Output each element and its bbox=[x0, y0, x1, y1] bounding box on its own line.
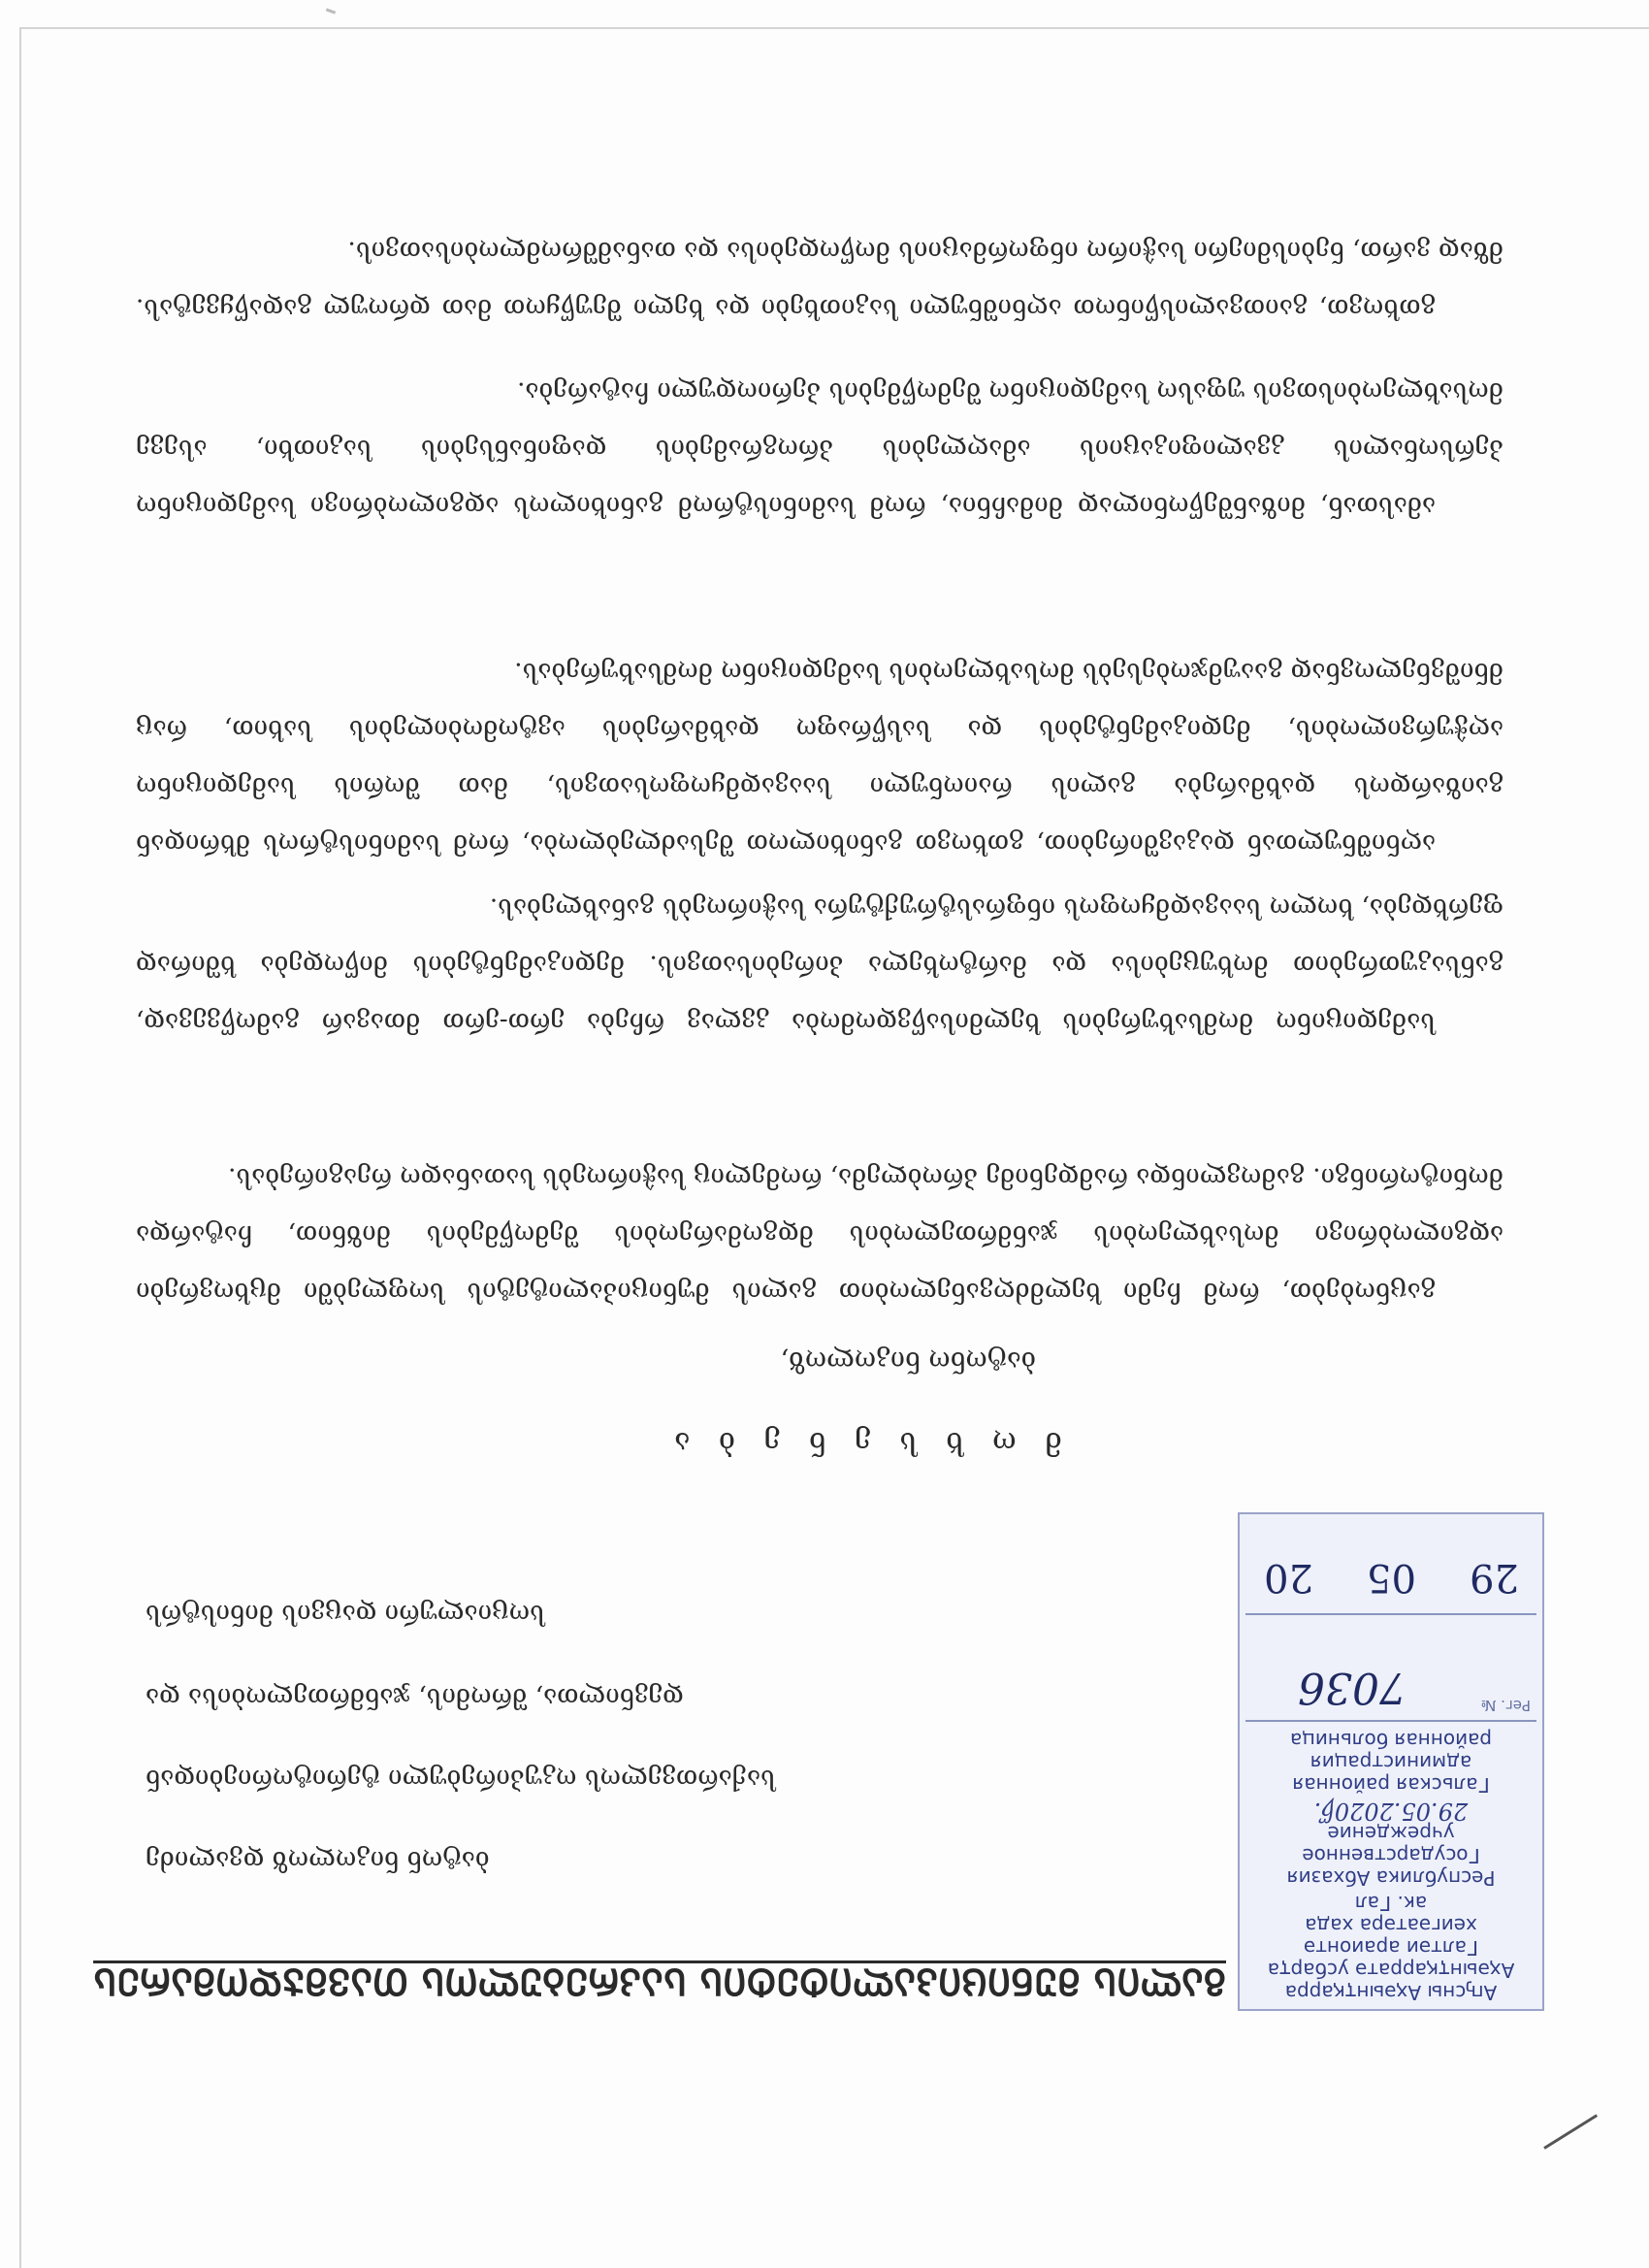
body-paragraph: გაცნობებთ, რომ ჩემი ხელმძღვანელობით გალის მუნიციპალიტეტის სოფლებში მცხოვრები ადგილობრივი მოსახლეობის ჯანმრთელობის მდგომარეობის შემოწმების მიზნით, ჩატარდა მონიტორინგი. გამოვლინდა რამდენიმე პრობლემა, რომელიც საჭიროებს სათანადო რეაგირებას. bbox=[136, 1162, 1504, 1306]
stamp-line: учреждение bbox=[1327, 1822, 1455, 1845]
recipient-line: სოციალური დაცვის მინისტრს bbox=[146, 1599, 545, 1628]
body-paragraph: აღნიშნულთან დაკავშირებით, გთხოვთ განიხილოთ შესაძლებლობა, რომ სამინისტროს მხრიდან გაიზარდოს დახმარება გალის რაიონული საავადმყოფოსათვის, მათ შორის სამედიცინო აღჭურვილობის, მედიკამენტების და სასწრაფო დახმარების ავტომობილების სახით, რაც მნიშვნელოვნად გააუმჯობესებს მოსახლეობის სამედიცინო მომსახურებას. bbox=[136, 657, 1504, 858]
stamp-handwritten-date: 29.05.2020წ. bbox=[1313, 1798, 1469, 1825]
body-paragraph: გთხოვთ, გაითვალისწინოთ აღნიშნული საკითხები და ხელი შეუწყოთ მათ დროულ გადაწყვეტას. მზად ვართ, ნებისმიერი საჭირო ინფორმაციის მოწოდებისა და თანამშრომლობისათვის. bbox=[136, 236, 1504, 322]
body-paragraph: სამედიცინო მომსახურების ხელმისაწვდომობა კვლავ რჩება ერთ-ერთ მთავარ გამოწვევად, განსაკუთრებით მოხუცებისა და მარტოხელა პირებისათვის. მედიკამენტების მიწოდება ხშირად ფერხდება, ხოლო საავადმყოფოს ინფრასტრუქტურა საჭიროებს განახლებას. bbox=[136, 892, 1504, 1036]
stamp-number-label: Рег. № bbox=[1480, 1697, 1531, 1714]
letter-title: ᲒᲐᲚᲘᲡ ᲛᲣᲜᲘᲪᲘᲞᲐᲚᲘᲢᲔᲢᲘᲡ ᲡᲐᲙᲠᲔᲑᲣᲚᲝᲡ ᲗᲐᲕᲛᲯᲓᲝᲛᲐᲠᲔᲡ bbox=[93, 1960, 1226, 2004]
body-paragraph: ამასთან, მიზანშეწონილად მიმაჩნია, რომ სამინისტრომ განიხილოს ადგილობრივი სამედიცინო პერსონალის კვალიფიკაციის ამაღლების პროგრამების დაფინანსების საკითხი, ასევე მოსახლეობისთვის უფასო სამედიცინო შემოწმების პერიოდული ჩატარება. bbox=[136, 376, 1504, 520]
stamp-line: Галтәи араионтә bbox=[1303, 1936, 1479, 1960]
stamp-registration-number: 7036 bbox=[1298, 1663, 1406, 1712]
recipient-name: ბატონ ნიკოლოზ დვალიძე bbox=[146, 1845, 490, 1874]
stamp-line: Гальская районная bbox=[1292, 1773, 1490, 1797]
recipient-line: საქართველოს ოკუპირებული ტერიტორიებიდან bbox=[146, 1764, 776, 1793]
stamp-line: Республика Абхазия bbox=[1286, 1866, 1496, 1890]
salutation: ბატონო ნიკოლოზ, bbox=[780, 1345, 1036, 1376]
document-heading: მ ო ხ ს ე ნ ე ბ ა bbox=[664, 1425, 1062, 1459]
stamp-line: Аҧсны Аҳәынҭқарра bbox=[1284, 1981, 1498, 2004]
stamp-line: районная больница bbox=[1289, 1729, 1493, 1752]
stamp-line: Аҳәынҭқарратә усбарҭа bbox=[1267, 1959, 1515, 1982]
stamp-date-day: 29 bbox=[1470, 1555, 1519, 1600]
stamp-line: Государственное bbox=[1302, 1844, 1480, 1867]
stamp-divider bbox=[1245, 1613, 1536, 1615]
stamp-line: хеигәатәра хада bbox=[1305, 1914, 1477, 1937]
stamp-divider bbox=[1245, 1720, 1536, 1722]
stamp-date-year: 20 bbox=[1264, 1555, 1313, 1600]
registration-stamp bbox=[1238, 1512, 1544, 2011]
stamp-line: ак. Гал bbox=[1354, 1892, 1428, 1915]
stamp-line: администрация bbox=[1310, 1751, 1472, 1774]
stamp-date-month: 05 bbox=[1367, 1555, 1416, 1600]
recipient-line: დევნილთა, შრომის, ჯანმრთელობისა და bbox=[146, 1682, 684, 1711]
